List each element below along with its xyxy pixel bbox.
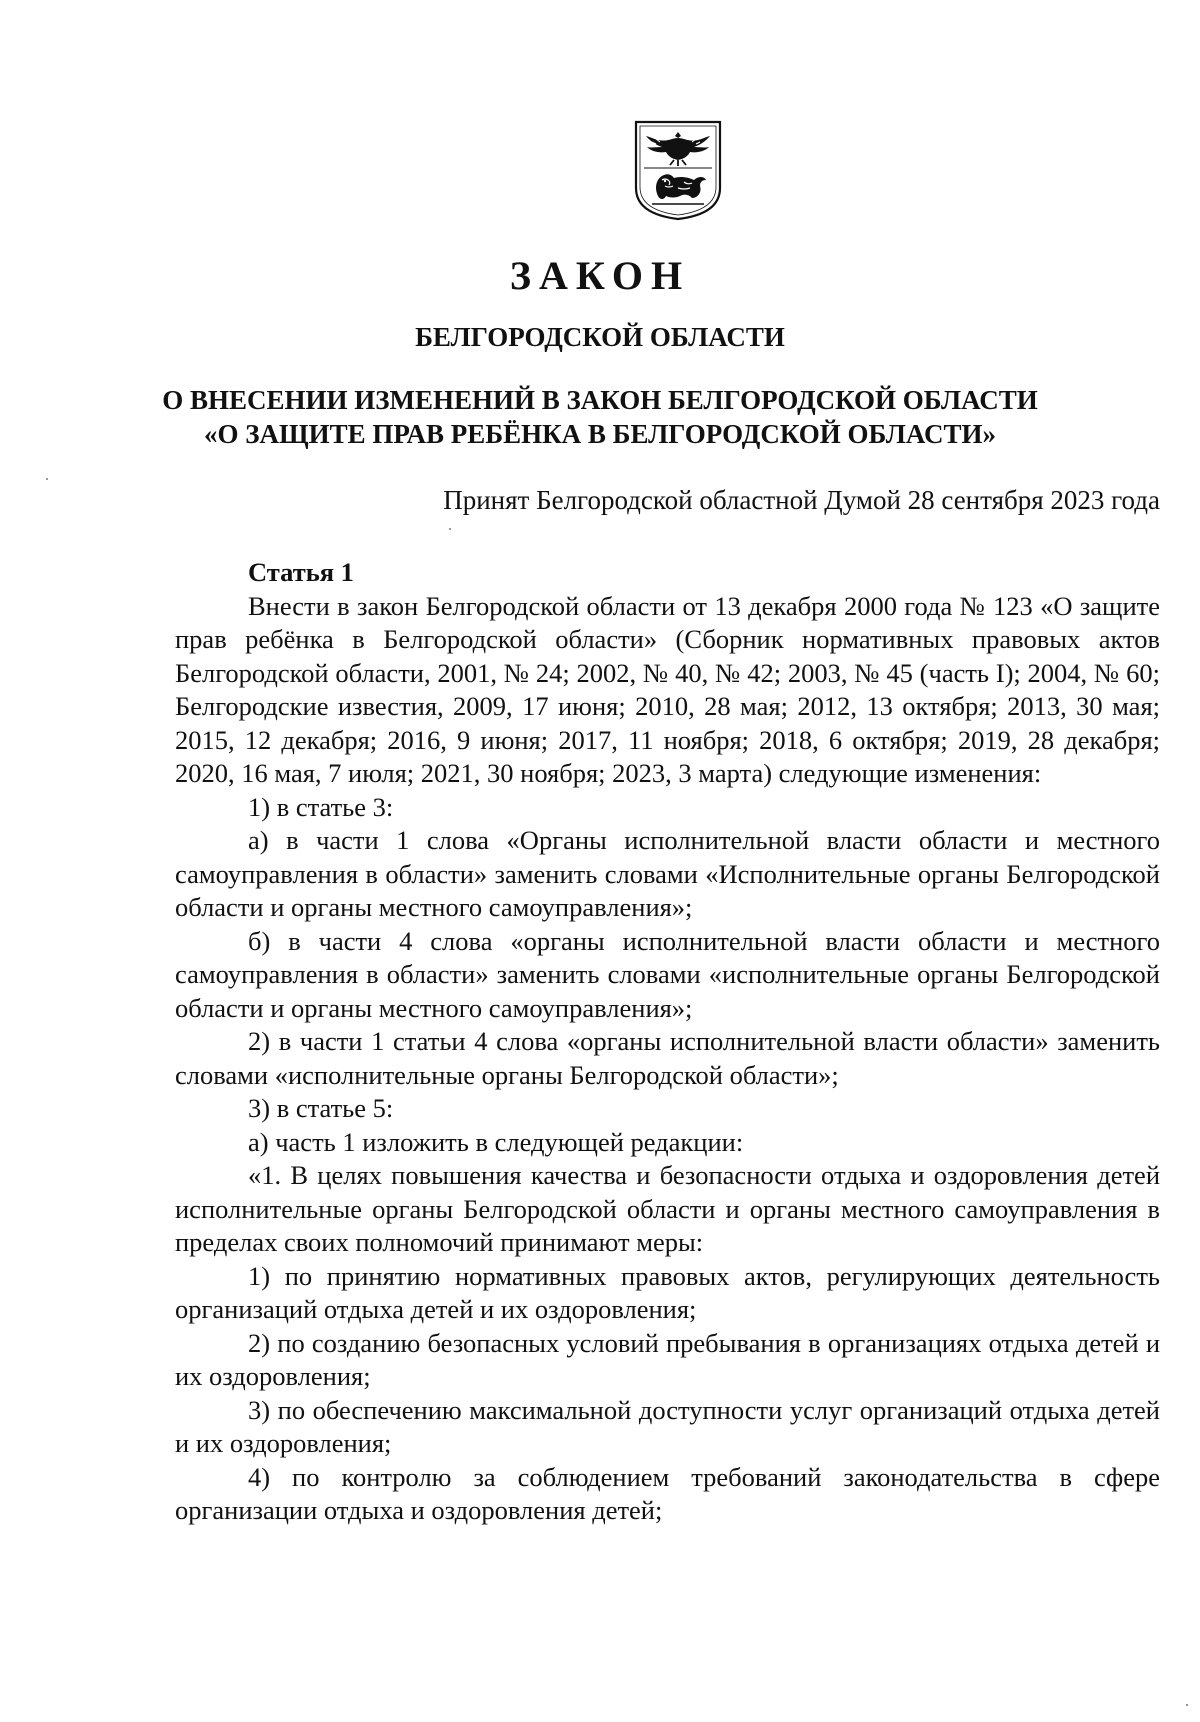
law-subject-line-1: О ВНЕСЕНИИ ИЗМЕНЕНИЙ В ЗАКОН БЕЛГОРОДСКОЙ ОБЛАСТИ bbox=[162, 385, 1038, 415]
region-title: БЕЛГОРОДСКОЙ ОБЛАСТИ bbox=[415, 322, 785, 352]
paragraph: 2) в части 1 статьи 4 слова «органы исполнительной власти области» заменить словами «исполнительные органы Белгородской области»; bbox=[175, 1026, 1160, 1090]
scan-speck bbox=[449, 528, 451, 530]
document-title: ЗАКОН bbox=[509, 253, 691, 298]
paragraph: б) в части 4 слова «органы исполнительной власти области и местного самоуправления в области» заменить словами «исполнительные органы Белгородской области и органы местного самоуправления»; bbox=[175, 925, 1160, 1023]
paragraph: а) в части 1 слова «Органы исполнительной власти области и местного самоуправления в области» заменить словами «Исполнительные органы Белгородской области и органы местного самоуправления»; bbox=[175, 825, 1160, 922]
coat-of-arms-emblem bbox=[632, 118, 724, 222]
paragraph: 3) по обеспечению максимальной доступности услуг организаций отдыха детей и их оздоровления; bbox=[175, 1394, 1160, 1458]
paragraph: «1. В целях повышения качества и безопасности отдыха и оздоровления детей исполнительные органы Белгородской области и органы местного самоуправления в пределах своих полномочий принимают меры: bbox=[175, 1160, 1160, 1257]
paragraph: 4) по контролю за соблюдением требований законодательства в сфере организации отдыха и оздоровления детей; bbox=[175, 1461, 1160, 1525]
paragraph: 3) в статье 5: bbox=[248, 1093, 394, 1123]
paragraph: а) часть 1 изложить в следующей редакции: bbox=[248, 1126, 744, 1157]
scan-speck bbox=[46, 478, 48, 480]
article-body bbox=[175, 556, 1160, 1528]
scan-speck bbox=[1186, 1704, 1188, 1706]
paragraph: Внести в закон Белгородской области от 13 декабря 2000 года № 123 «О защите прав ребёнка в Белгородской области» (Сборник нормативных правовых актов Белгородской области, 2001, № 24; 2002, № 40, № 42; 2003, № 45 (часть I); 2004, № 60; Белгородские известия, 2009, 17 июня; 2010, 28 мая; 2012, 13 октября; 2013, 30 мая; 2015, 12 декабря; 2016, 9 июня; 2017, 11 ноября; 2018, 6 октября; 2019, 28 декабря; 2020, 16 мая, 7 июля; 2021, 30 ноября; 2023, 3 марта) следующие изменения: bbox=[175, 590, 1160, 788]
adoption-note: Принят Белгородской областной Думой 28 сентября 2023 года bbox=[443, 485, 1160, 515]
paragraph: 2) по созданию безопасных условий пребывания в организациях отдыха детей и их оздоровления; bbox=[175, 1327, 1160, 1391]
article-heading: Статья 1 bbox=[248, 557, 354, 587]
shield-icon bbox=[632, 118, 724, 222]
law-subject-line-2: «О ЗАЩИТЕ ПРАВ РЕБЁНКА В БЕЛГОРОДСКОЙ ОБЛАСТИ» bbox=[204, 419, 996, 449]
paragraph: 1) по принятию нормативных правовых актов, регулирующих деятельность организаций отдыха детей и их оздоровления; bbox=[175, 1260, 1160, 1324]
paragraph: 1) в статье 3: bbox=[248, 791, 394, 822]
